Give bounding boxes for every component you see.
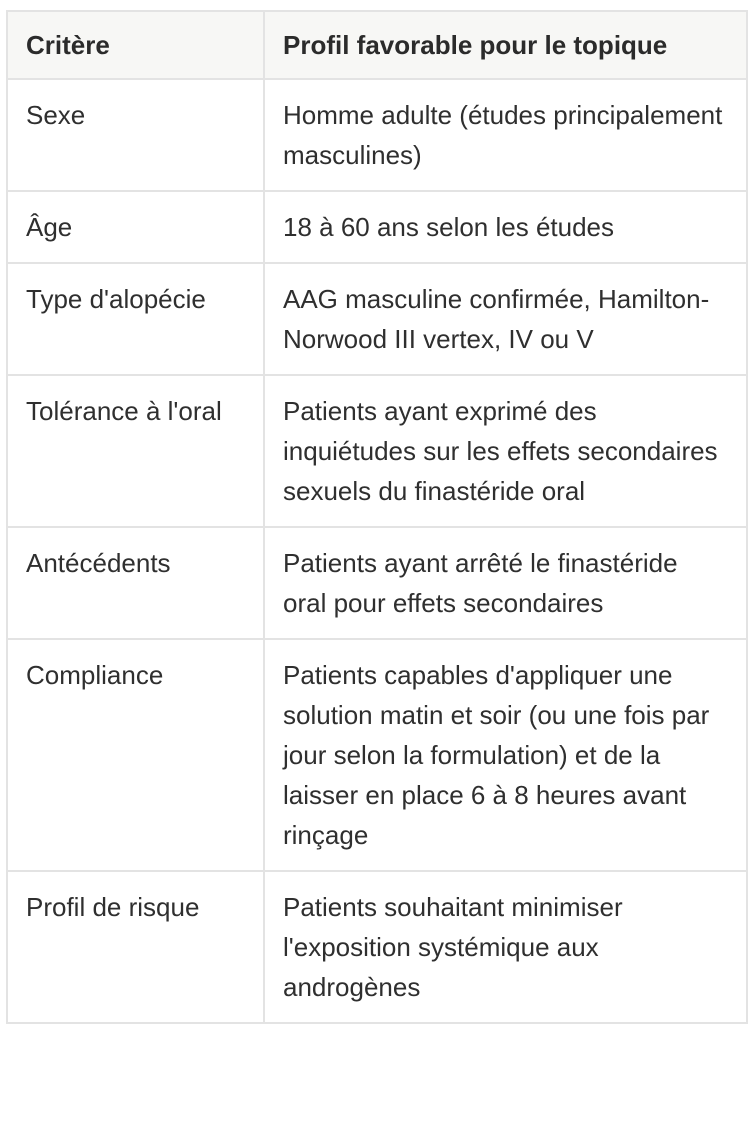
- profile-cell: 18 à 60 ans selon les études: [264, 191, 747, 263]
- criterion-cell: Compliance: [7, 639, 264, 871]
- criteria-table: [6, 10, 748, 1024]
- profile-cell: Patients ayant arrêté le finastéride oral pour effets secondaires: [264, 527, 747, 639]
- criterion-cell: Antécédents: [7, 527, 264, 639]
- profile-cell: Patients ayant exprimé des inquiétudes sur les effets secondaires sexuels du finastéride oral: [264, 375, 747, 527]
- table-row: [7, 639, 747, 871]
- criteria-table-container: [6, 10, 746, 1024]
- table-row: [7, 263, 747, 375]
- table-row: [7, 527, 747, 639]
- table-row: [7, 375, 747, 527]
- table-header-row: [7, 11, 747, 79]
- profile-cell: Homme adulte (études principalement masculines): [264, 79, 747, 191]
- criterion-cell: Profil de risque: [7, 871, 264, 1023]
- table-row: [7, 871, 747, 1023]
- criterion-cell: Tolérance à l'oral: [7, 375, 264, 527]
- table-row: [7, 79, 747, 191]
- criterion-cell: Âge: [7, 191, 264, 263]
- profile-cell: Patients souhaitant minimiser l'exposition systémique aux androgènes: [264, 871, 747, 1023]
- criterion-cell: Type d'alopécie: [7, 263, 264, 375]
- profile-cell: Patients capables d'appliquer une solution matin et soir (ou une fois par jour selon la formulation) et de la laisser en place 6 à 8 heures avant rinçage: [264, 639, 747, 871]
- table-row: [7, 191, 747, 263]
- criterion-cell: Sexe: [7, 79, 264, 191]
- profile-cell: AAG masculine confirmée, Hamilton-Norwood III vertex, IV ou V: [264, 263, 747, 375]
- column-header-profile: Profil favorable pour le topique: [264, 11, 747, 79]
- column-header-criterion: Critère: [7, 11, 264, 79]
